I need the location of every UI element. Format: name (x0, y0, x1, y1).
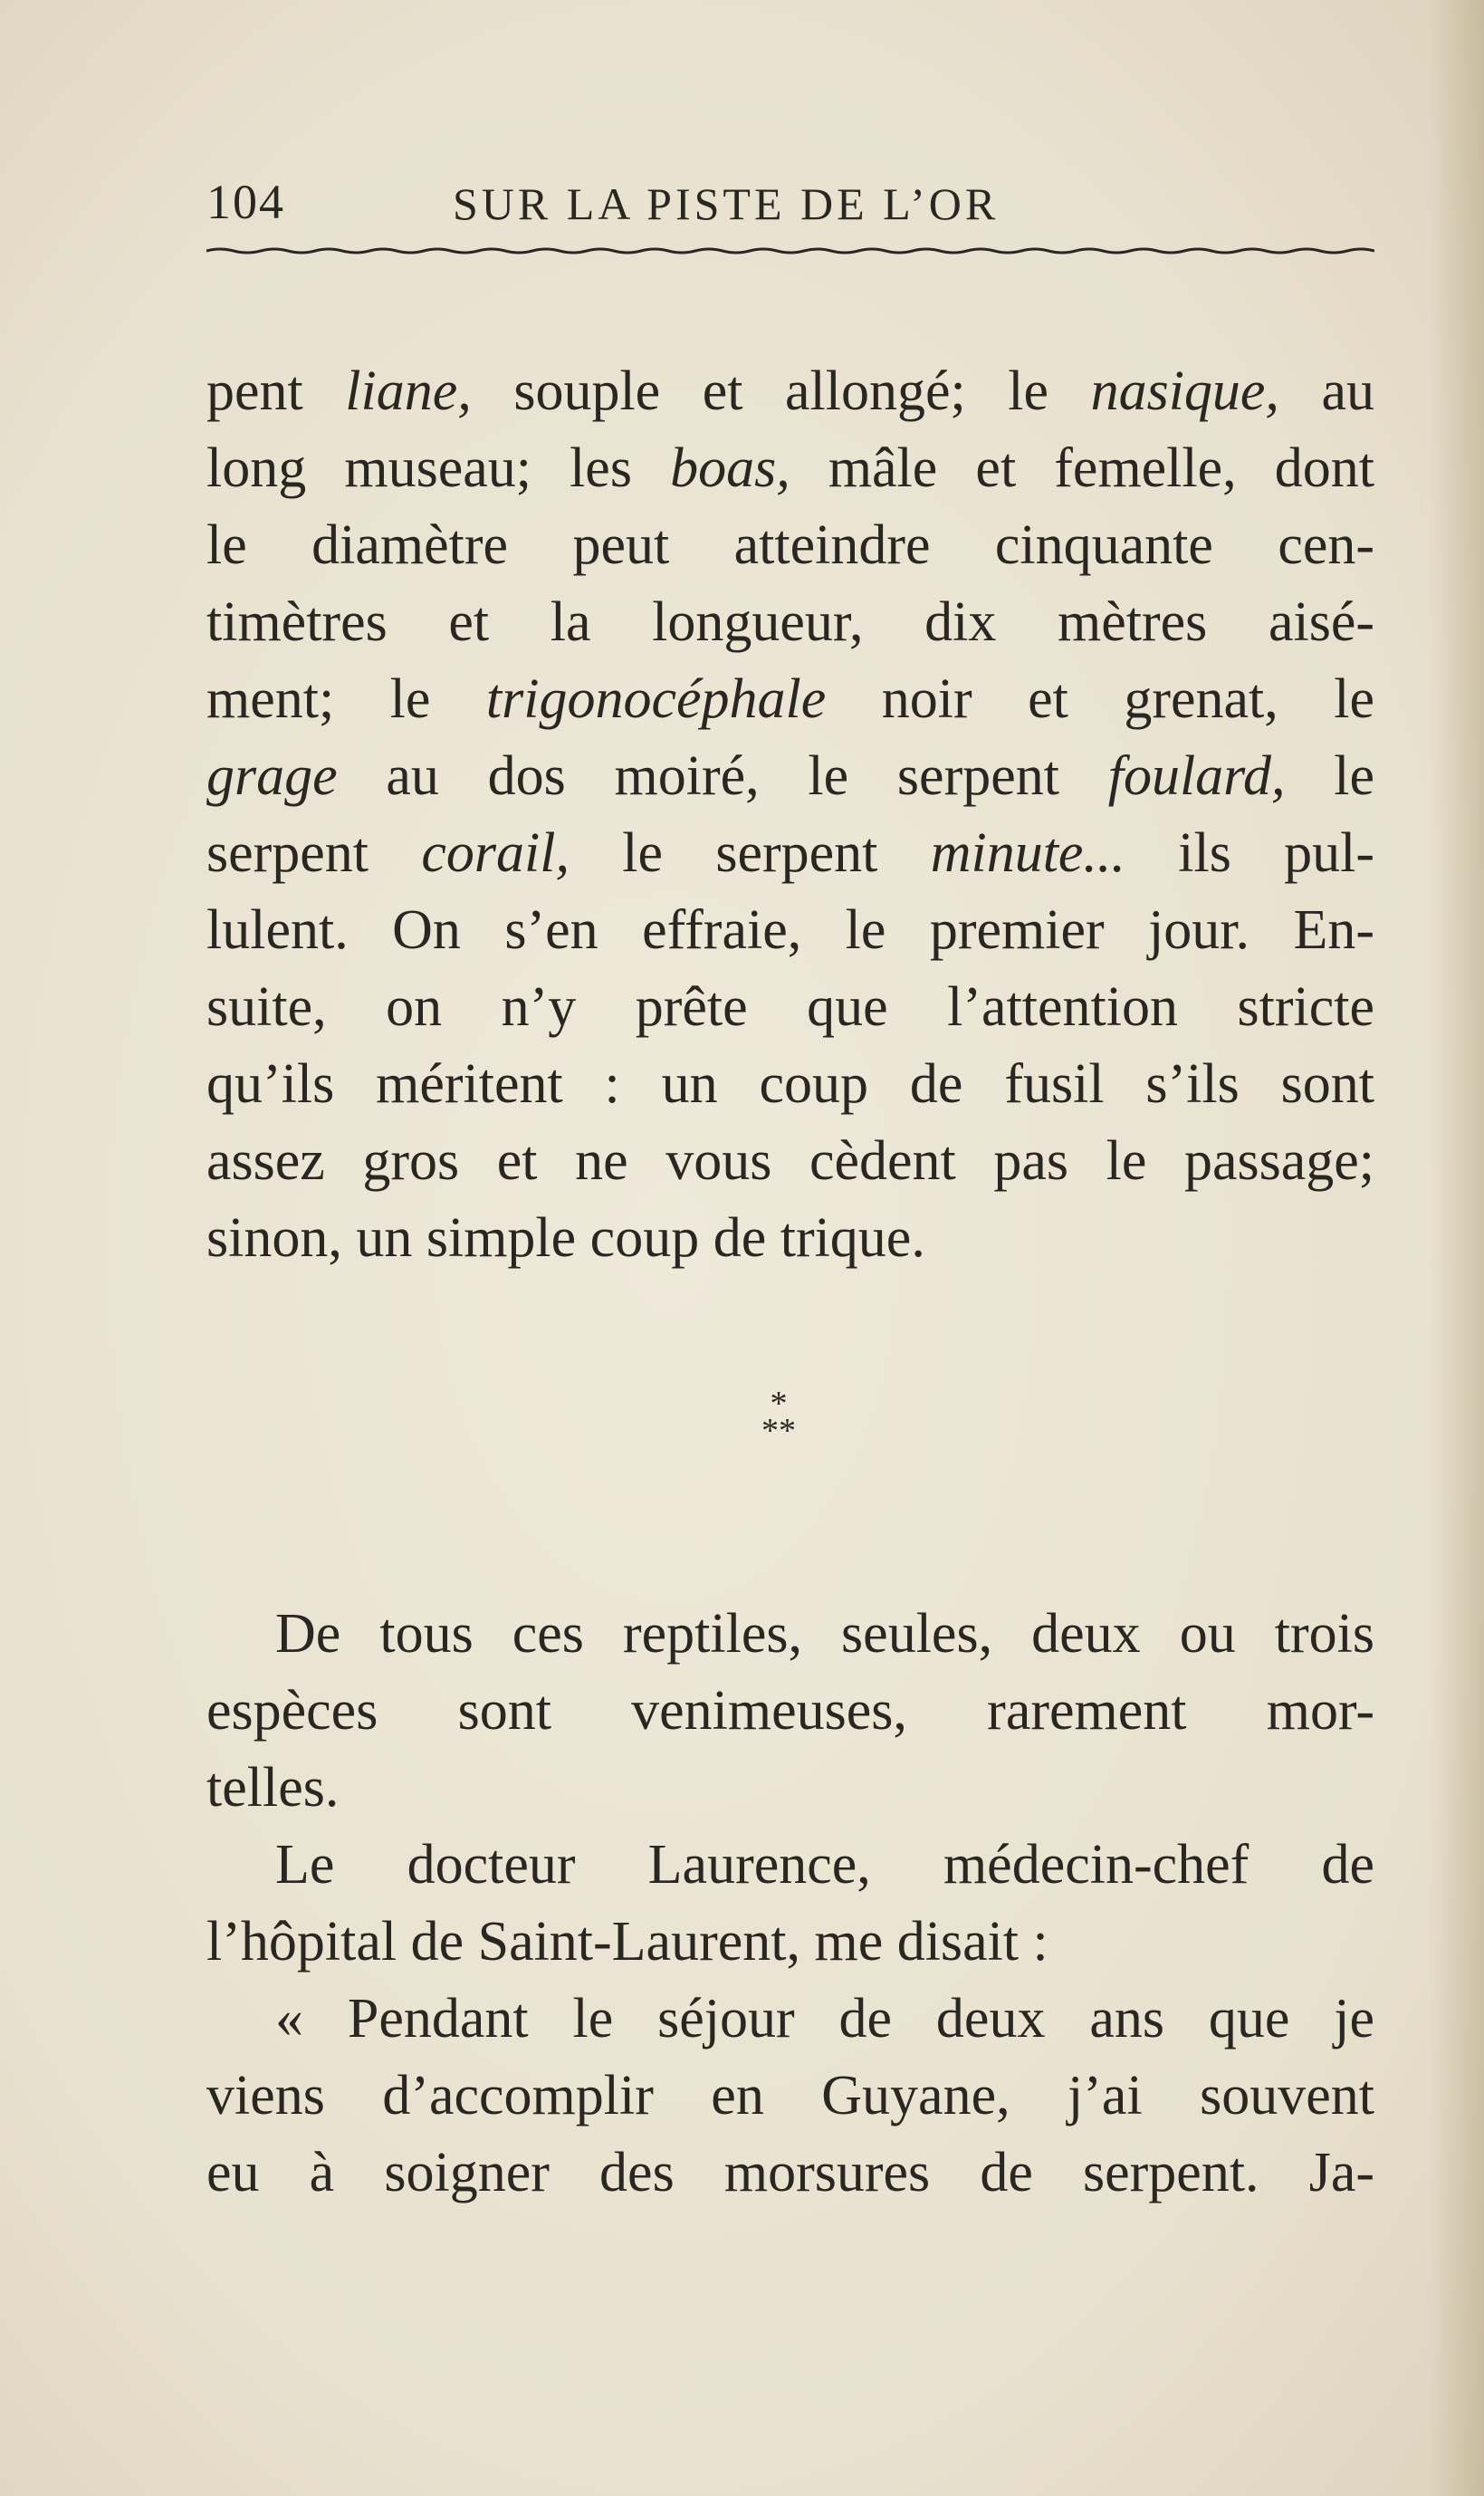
text-line: l’hôpital de Saint-Laurent, me disait : (206, 1911, 1048, 1973)
text-line: le diamètre peut atteindre cinquante cen- (206, 514, 1374, 576)
asterism-top: * (770, 1385, 788, 1423)
text-line: « Pendant le séjour de deux ans que je (275, 1988, 1374, 2050)
page-edge-shadow (1430, 0, 1484, 2496)
paragraph-snakes (206, 353, 1374, 1277)
text-line: viens d’accomplir en Guyane, j’ai souvent (206, 2065, 1374, 2126)
asterism-separator (742, 1385, 815, 1463)
paragraph-venom (206, 1596, 1374, 2212)
text-line: ment; le trigonocéphale noir et grenat, le (206, 668, 1374, 730)
text-line: pent liane, souple et allongé; le nasique, au (206, 360, 1374, 422)
text-line: eu à soigner des morsures de serpent. Ja- (206, 2142, 1374, 2203)
text-line: long museau; les boas, mâle et femelle, dont (206, 437, 1374, 499)
header-rule (206, 246, 1374, 255)
running-head (206, 174, 1374, 237)
text-line: suite, on n’y prête que l’attention stricte (206, 976, 1374, 1038)
text-line: qu’ils méritent : un coup de fusil s’ils sont (206, 1053, 1374, 1115)
text-line: De tous ces reptiles, seules, deux ou trois (275, 1603, 1374, 1665)
text-line: serpent corail, le serpent minute... ils pul- (206, 822, 1375, 884)
page-number: 104 (206, 175, 285, 229)
text-line: Le docteur Laurence, médecin-chef de (275, 1834, 1374, 1896)
text-line: sinon, un simple coup de trique. (206, 1207, 925, 1269)
text-line: lulent. On s’en effraie, le premier jour. En- (206, 899, 1374, 961)
asterism-bottom: ** (761, 1412, 796, 1450)
text-line: assez gros et ne vous cèdent pas le passage; (206, 1130, 1374, 1192)
text-line: timètres et la longueur, dix mètres aisé- (206, 591, 1374, 653)
book-title: SUR LA PISTE DE L’OR (453, 178, 1000, 229)
text-line: telles. (206, 1757, 340, 1819)
text-line: grage au dos moiré, le serpent foulard, le (206, 745, 1374, 807)
text-line: espèces sont venimeuses, rarement mor- (206, 1680, 1374, 1742)
